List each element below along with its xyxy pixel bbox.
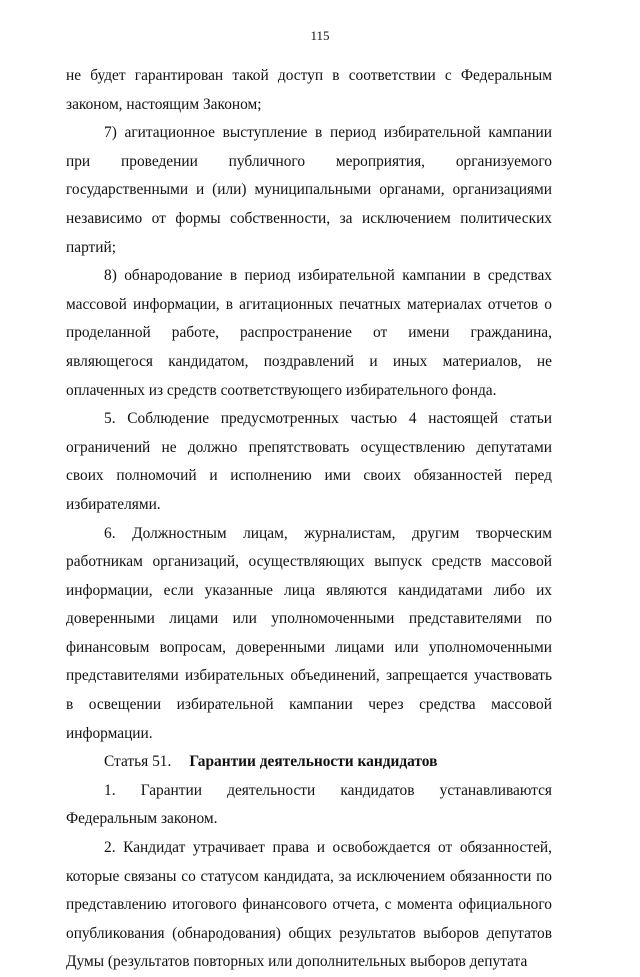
article-title: Гарантии деятельности кандидатов <box>189 753 438 771</box>
paragraph-continuation: не будет гарантирован такой доступ в соответствии с Федеральным законом, настоящим Законом; <box>66 67 552 113</box>
paragraph-part-6: 6. Должностным лицам, журналистам, другим творческим работникам организаций, осуществляющих выпуск средств массовой информации, если указанные лица являются кандидатами либо их доверенными лицами или уполномоченными представителями по финансовым вопросам, доверенными лицами или уполномоченными представителями избирательных объединений, запрещается участвовать в освещении избирательной кампании через средства массовой информации. <box>66 524 552 742</box>
page-number: 115 <box>310 28 330 43</box>
article-label: Статья 51. <box>104 753 172 771</box>
article-paragraph-1: 1. Гарантии деятельности кандидатов устанавливаются Федеральным законом. <box>66 781 552 828</box>
article-paragraph-2: 2. Кандидат утрачивает права и освобождается от обязанностей, которые связаны со статусом кандидата, за исключением обязанности по представлению итогового финансового отчета, с момента официального опубликования (обнародования) общих результатов выборов депутатов Думы (результатов повторных или дополнительных выборов депутата <box>66 839 552 971</box>
article-heading <box>66 748 552 777</box>
paragraph-part-5: 5. Соблюдение предусмотренных частью 4 настоящей статьи ограничений не должно препятствовать осуществлению депутатами своих полномочий и исполнению ими своих обязанностей перед избирателями. <box>66 410 552 513</box>
document-body <box>66 62 552 977</box>
paragraph-item-8: 8) обнародование в период избирательной кампании в средствах массовой информации, в агитационных печатных материалах отчетов о проделанной работе, распространение от имени гражданина, являющегося кандидатом, поздравлений и иных материалов, не оплаченных из средств соответствующего избирательного фонда. <box>66 267 552 399</box>
paragraph-item-7: 7) агитационное выступление в период избирательной кампании при проведении публичного мероприятия, организуемого государственными и (или) муниципальными органами, организациями независимо от формы собственности, за исключением политических партий; <box>66 124 552 256</box>
